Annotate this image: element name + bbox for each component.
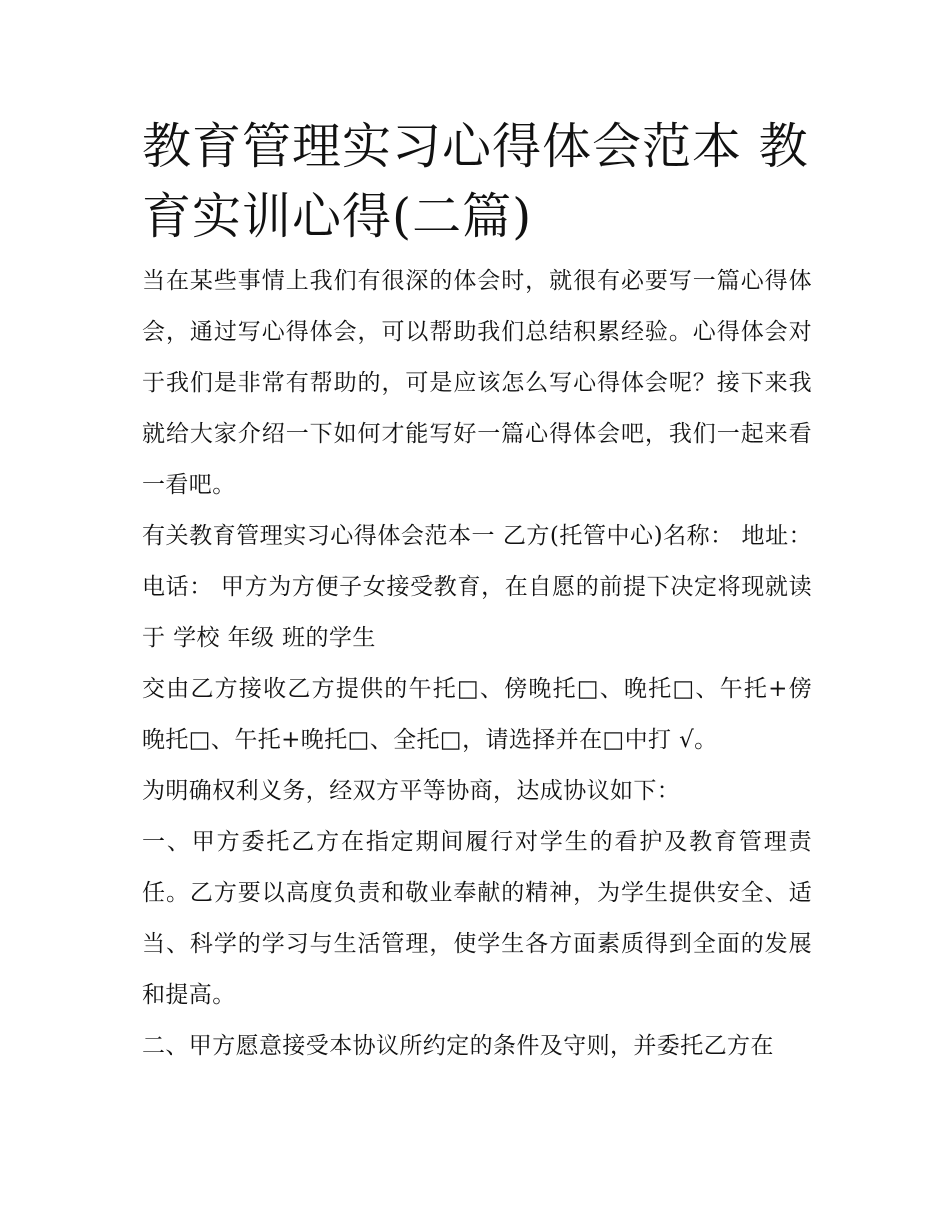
document-body bbox=[142, 112, 812, 1072]
paragraph-agreement-intro: 为明确权利义务，经双方平等协商，达成协议如下： bbox=[142, 778, 681, 804]
paragraph-clause-one: 一、甲方委托乙方在指定期间履行对学生的看护及教育管理责任。乙方要以高度负责和敬业奉献的精神，为学生提供安全、适当、科学的学习与生活管理，使学生各方面素质得到全面的发展和提高。 bbox=[142, 829, 812, 1008]
paragraph-care-options: 交由乙方接收乙方提供的午托□、傍晚托□、晚托□、午托+傍晚托□、午托+晚托□、全托□，请选择并在□中打 √。 bbox=[142, 676, 812, 753]
paragraph-sample-one: 有关教育管理实习心得体会范本一 乙方(托管中心)名称： 地址： 电话： 甲方为方便子女接受教育，在自愿的前提下决定将现就读于 学校 年级 班的学生 bbox=[142, 523, 812, 651]
paragraph-clause-two: 二、甲方愿意接受本协议所约定的条件及守则，并委托乙方在 bbox=[142, 1033, 774, 1059]
paragraph-intro: 当在某些事情上我们有很深的体会时，就很有必要写一篇心得体会，通过写心得体会，可以帮助我们总结积累经验。心得体会对于我们是非常有帮助的，可是应该怎么写心得体会呢？接下来我就给大家介绍一下如何才能写好一篇心得体会吧，我们一起来看一看吧。 bbox=[142, 268, 812, 498]
document-title: 教育管理实习心得体会范本 教育实训心得(二篇) bbox=[142, 118, 809, 245]
